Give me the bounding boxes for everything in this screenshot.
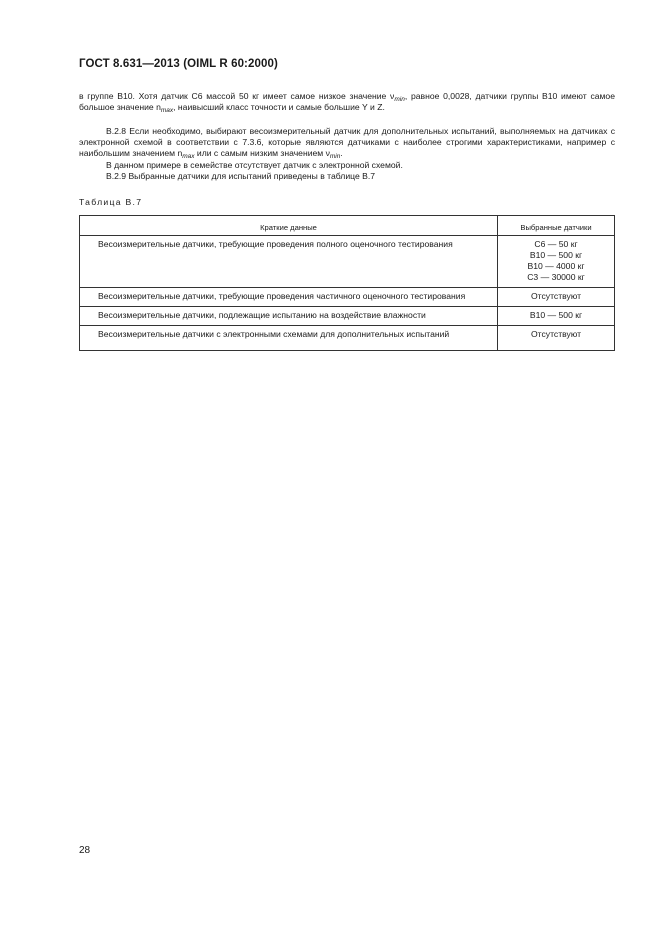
- paragraph-text: или с самым низким значением ν: [194, 148, 330, 159]
- table-header-row: [80, 216, 615, 236]
- row-description: Весоизмерительные датчики, подлежащие испытанию на воздействие влажности: [80, 307, 498, 326]
- selected-item: В10 — 4000 кг: [527, 261, 585, 271]
- row-selected: [498, 326, 615, 351]
- table-row: [80, 288, 615, 307]
- row-description: Весоизмерительные датчики, требующие проведения полного оценочного тестирования: [80, 236, 498, 288]
- table-row: [80, 326, 615, 351]
- paragraph-text: , равное 0,0028, датчики группы В10 имеют самое большое значение n: [79, 91, 615, 113]
- paragraph-text: .: [340, 148, 343, 159]
- subscript: max: [160, 107, 174, 115]
- selected-item: В10 — 500 кг: [529, 310, 583, 320]
- table-row: [80, 236, 615, 288]
- selected-item: Отсутствуют: [530, 291, 582, 301]
- paragraph-b29: В.2.9 Выбранные датчики для испытаний приведены в таблице В.7: [106, 170, 376, 181]
- header-selected-sensors: Выбранные датчики: [498, 216, 615, 236]
- table-row: [80, 307, 615, 326]
- row-selected: [498, 288, 615, 307]
- paragraph-example: В данном примере в семействе отсутствует датчик с электронной схемой.: [106, 159, 403, 170]
- selected-item: В10 — 500 кг: [529, 250, 583, 260]
- selected-sensors-table: [79, 215, 615, 351]
- row-description: Весоизмерительные датчики, требующие проведения частичного оценочного тестирования: [80, 288, 498, 307]
- selected-item: Отсутствуют: [530, 329, 582, 339]
- paragraph-group-b10: [79, 91, 615, 113]
- row-description: Весоизмерительные датчики с электронными схемами для дополнительных испытаний: [80, 326, 498, 351]
- page-number: 28: [79, 845, 91, 856]
- selected-item: С3 — 30000 кг: [527, 272, 585, 282]
- header-brief-data: Краткие данные: [80, 216, 498, 236]
- subscript: min: [329, 153, 341, 161]
- paragraph-text: В.2.8 Если необходимо, выбирают весоизмерительный датчик для дополнительных испытаний, выполняемых на датчиках с электронной схемой в соответствии с 7.3.6, которые являются датчиками с наиболее строгими характеристиками, например с наибольшим значением n: [79, 126, 615, 159]
- subscript: max: [182, 153, 195, 161]
- document-header: ГОСТ 8.631—2013 (OIML R 60:2000): [79, 58, 278, 70]
- row-selected: [498, 236, 615, 288]
- paragraph-b28: [79, 126, 615, 182]
- row-selected: [498, 307, 615, 326]
- selected-item: С6 — 50 кг: [534, 239, 578, 249]
- paragraph-text: в группе В10. Хотя датчик С6 массой 50 кг имеет самое низкое значение ν: [79, 91, 395, 101]
- subscript: min: [394, 96, 405, 103]
- paragraph-text: , наивысший класс точности и самые большие Y и Z.: [173, 102, 385, 113]
- table-caption: Таблица В.7: [79, 197, 143, 207]
